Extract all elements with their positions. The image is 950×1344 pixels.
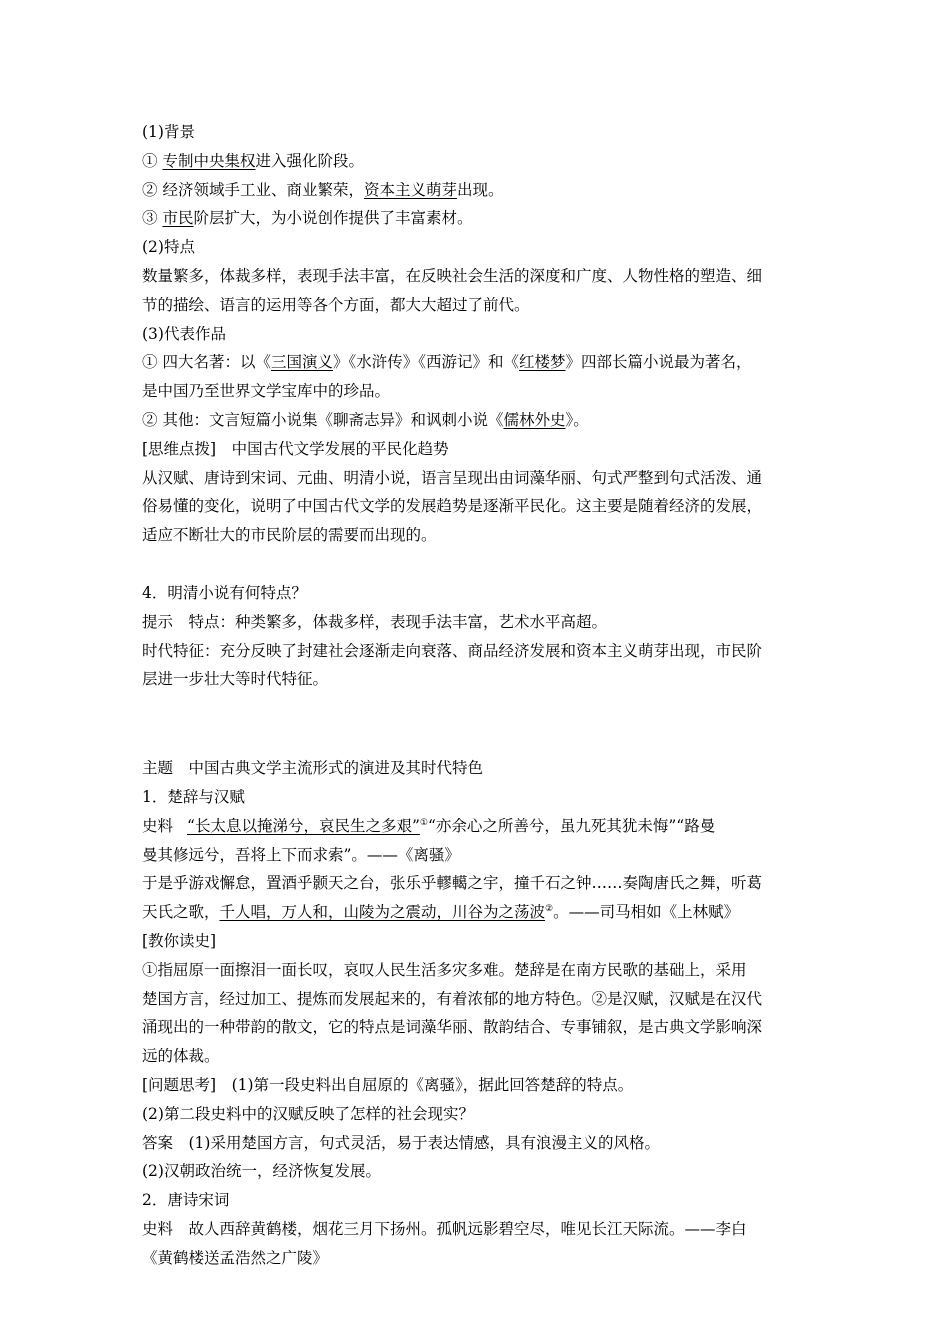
reading-guide-title: [教你读史] <box>142 931 217 950</box>
fu-quote-line-1: 于是乎游戏懈怠，置酒乎颢天之台，张乐乎轇轕之宇，撞千石之钟……奏陶唐氏之舞，听葛 <box>142 874 763 893</box>
footnote-marker-1: ① <box>419 817 428 828</box>
section-heading-1: 1．楚辞与汉赋 <box>142 787 245 806</box>
heading-features: (2)特点 <box>142 238 195 257</box>
features-text-1: 数量繁多，体裁多样，表现手法丰富，在反映社会生活的深度和广度、人物性格的塑造、细 <box>142 266 763 285</box>
thinking-tip-title: [思维点拨] 中国古代文学发展的平民化趋势 <box>142 439 449 458</box>
answer-2: (2)汉朝政治统一，经济恢复发展。 <box>142 1162 381 1181</box>
works-item-2: ② 其他：文言短篇小说集《聊斋志异》和讽刺小说《儒林外史》。 <box>142 410 589 429</box>
reading-guide-text-1: ①指屈原一面擦泪一面长叹，哀叹人民生活多灾多难。楚辞是在南方民歌的基础上，采用 <box>142 960 747 979</box>
reading-guide-text-3: 涌现出的一种带韵的散文，它的特点是词藻华丽、散韵结合、专事铺叙，是古典文学影响深 <box>142 1018 763 1037</box>
reading-guide-text-2: 楚国方言，经过加工、提炼而发展起来的，有着浓郁的地方特色。②是汉赋，汉赋是在汉代 <box>142 989 763 1008</box>
thinking-tip-text-3: 适应不断壮大的市民阶层的需要而出现的。 <box>142 526 437 545</box>
features-text-2: 节的描绘、语言的运用等各个方面，都大大超过了前代。 <box>142 295 530 314</box>
poem-source-line-2: 《黄鹤楼送孟浩然之广陵》 <box>142 1248 329 1267</box>
question-4: 4．明清小说有何特点？ <box>142 583 307 602</box>
question-think-1: [问题思考] (1)第一段史料出自屈原的《离骚》，据此回答楚辞的特点。 <box>142 1075 634 1094</box>
source-quote-line-1: 史料 “长太息以掩涕兮，哀民生之多艰”①“亦余心之所善兮，虽九死其犹未悔”“路曼 <box>142 816 716 835</box>
works-item-1: ① 四大名著：以《三国演义》《水浒传》《西游记》和《红楼梦》四部长篇小说最为著名， <box>142 353 752 372</box>
poem-source-line-1: 史料 故人西辞黄鹤楼，烟花三月下扬州。孤帆远影碧空尽，唯见长江天际流。——李白 <box>142 1219 747 1238</box>
theme-title: 主题 中国古典文学主流形式的演进及其时代特色 <box>142 759 484 778</box>
heading-works: (3)代表作品 <box>142 324 226 343</box>
section-heading-2: 2．唐诗宋词 <box>142 1191 230 1210</box>
works-item-1-cont: 是中国乃至世界文学宝库中的珍品。 <box>142 382 391 401</box>
source-quote-line-2: 曼其修远兮，吾将上下而求索”。——《离骚》 <box>142 845 460 864</box>
question-4-era-1: 时代特征：充分反映了封建社会逐渐走向衰落、商品经济发展和资本主义萌芽出现，市民阶 <box>142 641 763 660</box>
spacer <box>142 550 818 579</box>
spacer <box>142 694 818 754</box>
background-item-1: ① 专制中央集权进入强化阶段。 <box>142 151 364 170</box>
heading-background: (1)背景 <box>142 123 195 141</box>
background-item-3: ③ 市民阶层扩大，为小说创作提供了丰富素材。 <box>142 209 473 228</box>
question-4-hint: 提示 特点：种类繁多，体裁多样，表现手法丰富，艺术水平高超。 <box>142 612 608 631</box>
document-body <box>142 118 818 1272</box>
thinking-tip-text-1: 从汉赋、唐诗到宋词、元曲、明清小说，语言呈现出由词藻华丽、句式严整到句式活泼、通 <box>142 468 763 487</box>
fu-quote-line-2: 天氏之歌，千人唱，万人和，山陵为之震动，川谷为之荡波②。——司马相如《上林赋》 <box>142 903 740 922</box>
answer-1: 答案 (1)采用楚国方言，句式灵活，易于表达情感，具有浪漫主义的风格。 <box>142 1133 660 1152</box>
footnote-marker-2: ② <box>545 903 554 914</box>
question-think-2: (2)第二段史料中的汉赋反映了怎样的社会现实？ <box>142 1104 474 1123</box>
question-4-era-2: 层进一步壮大等时代特征。 <box>142 670 329 689</box>
background-item-2: ② 经济领域手工业、商业繁荣，资本主义萌芽出现。 <box>142 180 504 199</box>
thinking-tip-text-2: 俗易懂的变化，说明了中国古代文学的发展趋势是逐渐平民化。这主要是随着经济的发展， <box>142 497 763 516</box>
reading-guide-text-4: 远的体裁。 <box>142 1047 220 1066</box>
